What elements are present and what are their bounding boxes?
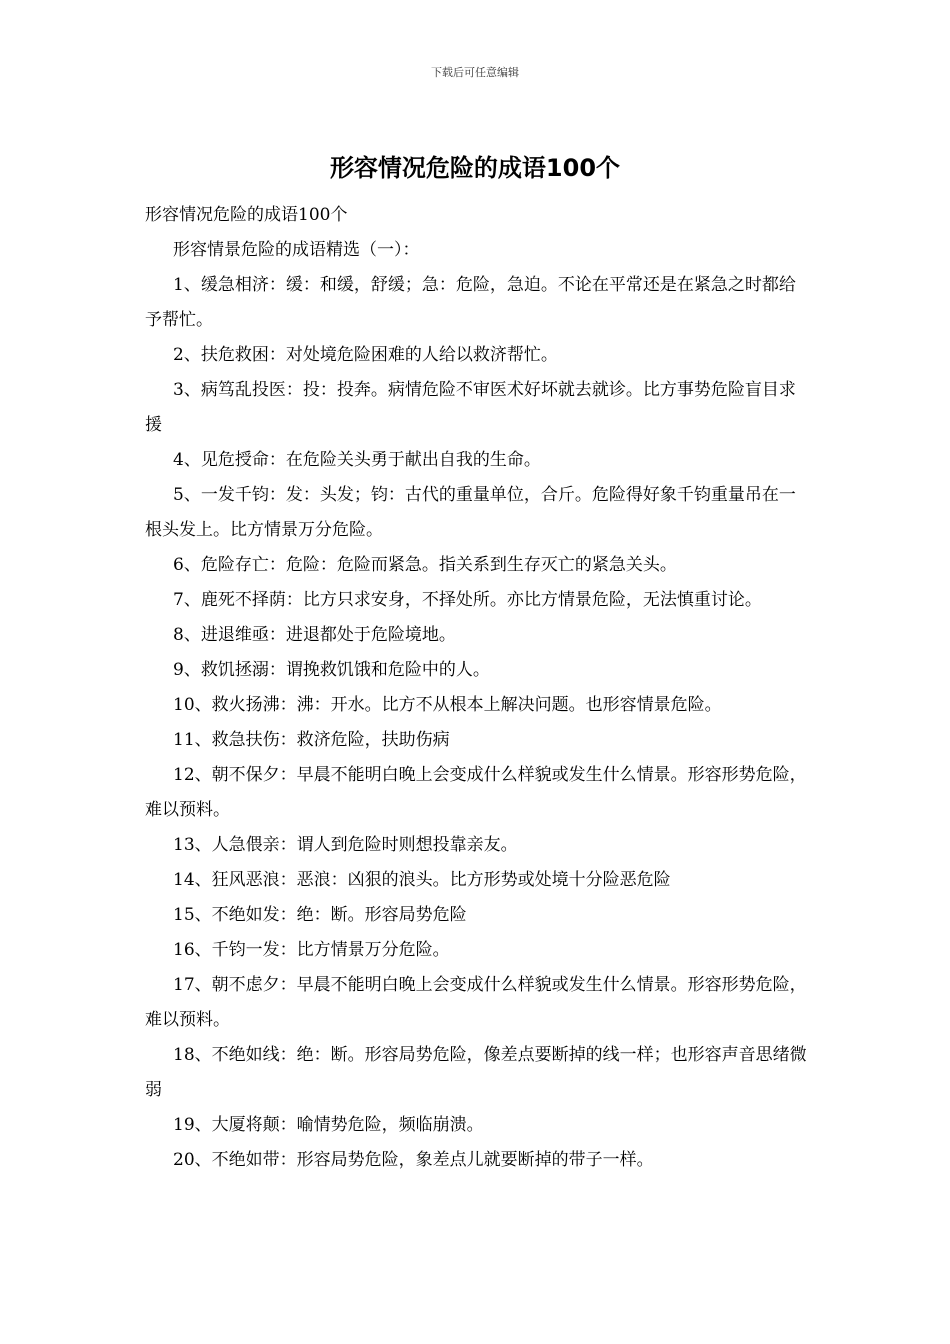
idiom-item: 19、大厦将颠：喻情势危险，频临崩溃。 [173, 1115, 484, 1135]
subtitle-line: 形容情况危险的成语100个 [145, 205, 348, 225]
idiom-item: 16、千钧一发：比方情景万分危险。 [173, 940, 450, 960]
idiom-item: 2、扶危救困：对处境危险困难的人给以救济帮忙。 [173, 345, 558, 365]
idiom-item: 11、救急扶伤：救济危险，扶助伤病 [173, 730, 450, 750]
idiom-item: 6、危险存亡：危险：危险而紧急。指关系到生存灭亡的紧急关头。 [173, 555, 677, 575]
idiom-item: 18、不绝如线：绝：断。形容局势危险，像差点要断掉的线一样；也形容声音思绪微弱 [145, 1045, 807, 1100]
idiom-item: 15、不绝如发：绝：断。形容局势危险 [173, 905, 467, 925]
idiom-item: 8、进退维亟：进退都处于危险境地。 [173, 625, 456, 645]
idiom-item: 4、见危授命：在危险关头勇于献出自我的生命。 [173, 450, 541, 470]
document-body [145, 198, 810, 1178]
idiom-item: 20、不绝如带：形容局势危险，象差点儿就要断掉的带子一样。 [173, 1150, 654, 1170]
idiom-item: 7、鹿死不择荫：比方只求安身，不择处所。亦比方情景危险，无法慎重讨论。 [173, 590, 762, 610]
idiom-item: 10、救火扬沸：沸：开水。比方不从根本上解决问题。也形容情景危险。 [173, 695, 722, 715]
header-note: 下载后可任意编辑 [431, 66, 519, 79]
idiom-item: 5、一发千钧：发：头发；钧：古代的重量单位，合斤。危险得好象千钧重量吊在一根头发上。比方情景万分危险。 [145, 485, 796, 540]
idiom-item: 1、缓急相济：缓：和缓，舒缓；急：危险，急迫。不论在平常还是在紧急之时都给予帮忙。 [145, 275, 796, 330]
section-heading: 形容情景危险的成语精选（一）： [173, 240, 420, 260]
idiom-item: 3、病笃乱投医：投：投奔。病情危险不审医术好坏就去就诊。比方事势危险盲目求援 [145, 380, 796, 435]
idiom-item: 12、朝不保夕：早晨不能明白晚上会变成什么样貌或发生什么情景。形容形势危险，难以预料。 [145, 765, 807, 820]
document-title: 形容情况危险的成语100个 [329, 154, 621, 182]
idiom-item: 17、朝不虑夕：早晨不能明白晚上会变成什么样貌或发生什么情景。形容形势危险，难以预料。 [145, 975, 807, 1030]
idiom-item: 13、人急偎亲：谓人到危险时则想投靠亲友。 [173, 835, 518, 855]
idiom-item: 14、狂风恶浪：恶浪：凶狠的浪头。比方形势或处境十分险恶危险 [173, 870, 671, 890]
idiom-item: 9、救饥拯溺：谓挽救饥饿和危险中的人。 [173, 660, 490, 680]
